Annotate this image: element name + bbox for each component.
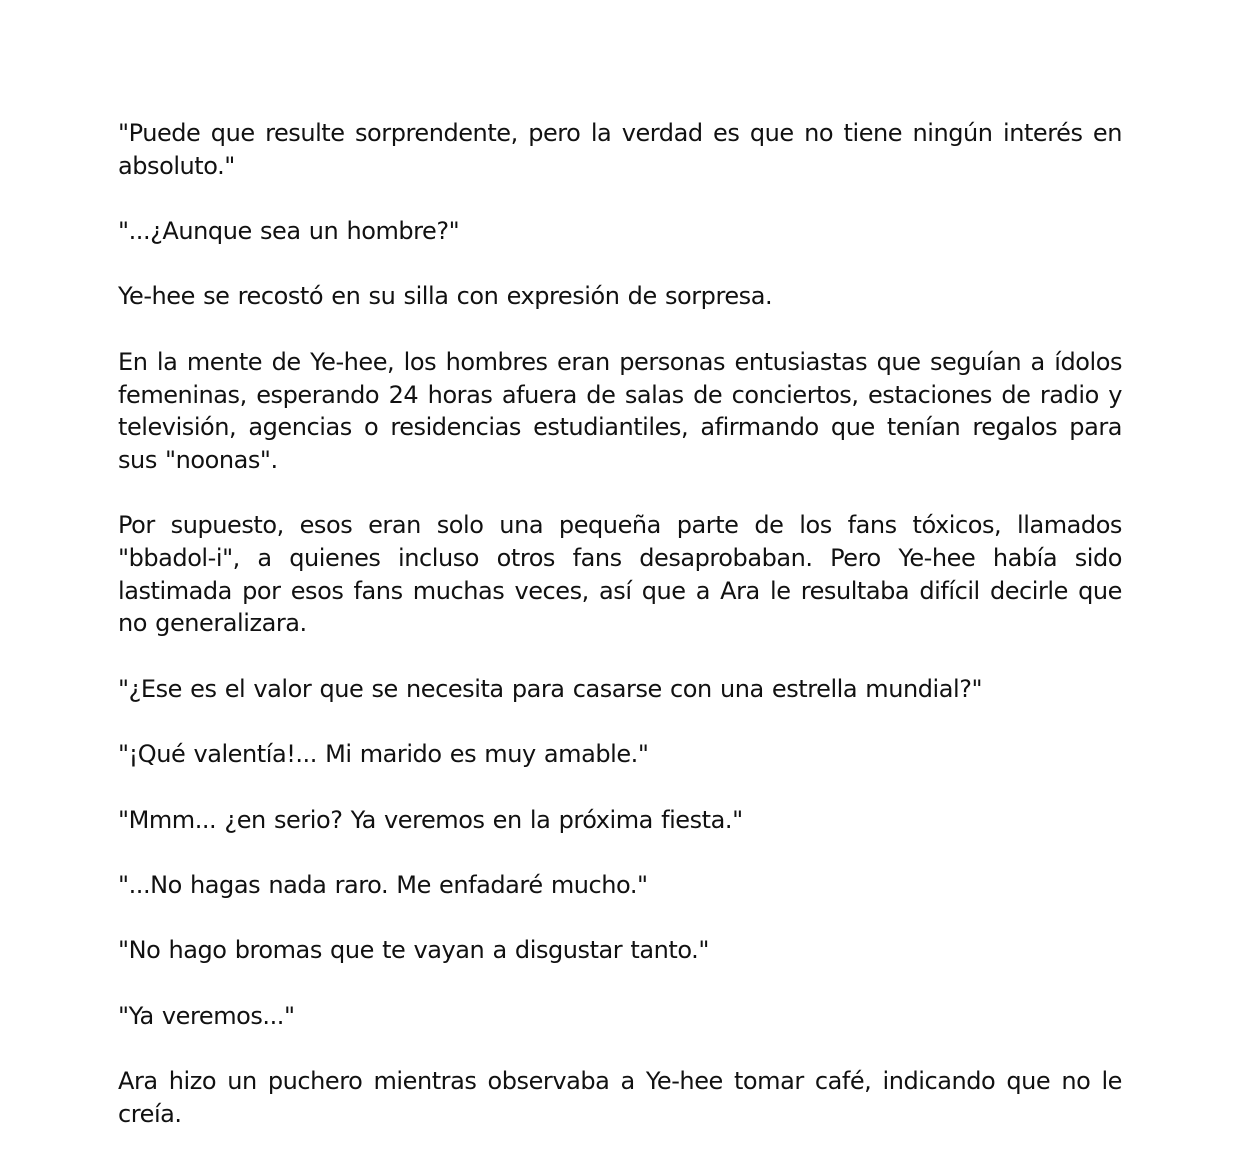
paragraph: "¿Ese es el valor que se necesita para casarse con una estrella mundial?" [118, 674, 983, 703]
paragraph: "...No hagas nada raro. Me enfadaré mucho." [118, 871, 648, 900]
paragraph: Por supuesto, esos eran solo una pequeña parte de los fans tóxicos, llamados "bbadol-i", a quienes incluso otros fans desaprobaban. Pero Ye-hee había sido lastimada por esos fans muchas veces, así que a Ara le resultaba difícil decirle que no generalizara. [118, 511, 1122, 638]
paragraph: "Mmm... ¿en serio? Ya veremos en la próxima fiesta." [118, 805, 743, 834]
document-page [118, 117, 1122, 1163]
paragraph: "Ya veremos..." [118, 1001, 295, 1030]
paragraph: Ye-hee se recostó en su silla con expresión de sorpresa. [118, 282, 773, 311]
paragraph: "Puede que resulte sorprendente, pero la verdad es que no tiene ningún interés en absoluto." [118, 119, 1122, 180]
paragraph: "¡Qué valentía!... Mi marido es muy amable." [118, 740, 649, 769]
paragraph: Ara hizo un puchero mientras observaba a Ye-hee tomar café, indicando que no le creía. [118, 1067, 1122, 1128]
paragraph: "...¿Aunque sea un hombre?" [118, 217, 460, 246]
paragraph: En la mente de Ye-hee, los hombres eran personas entusiastas que seguían a ídolos femeninas, esperando 24 horas afuera de salas de conciertos, estaciones de radio y televisión, agencias o residencias estudiantiles, afirmando que tenían regalos para sus "noonas". [118, 347, 1122, 474]
paragraph: "No hago bromas que te vayan a disgustar tanto." [118, 936, 709, 965]
